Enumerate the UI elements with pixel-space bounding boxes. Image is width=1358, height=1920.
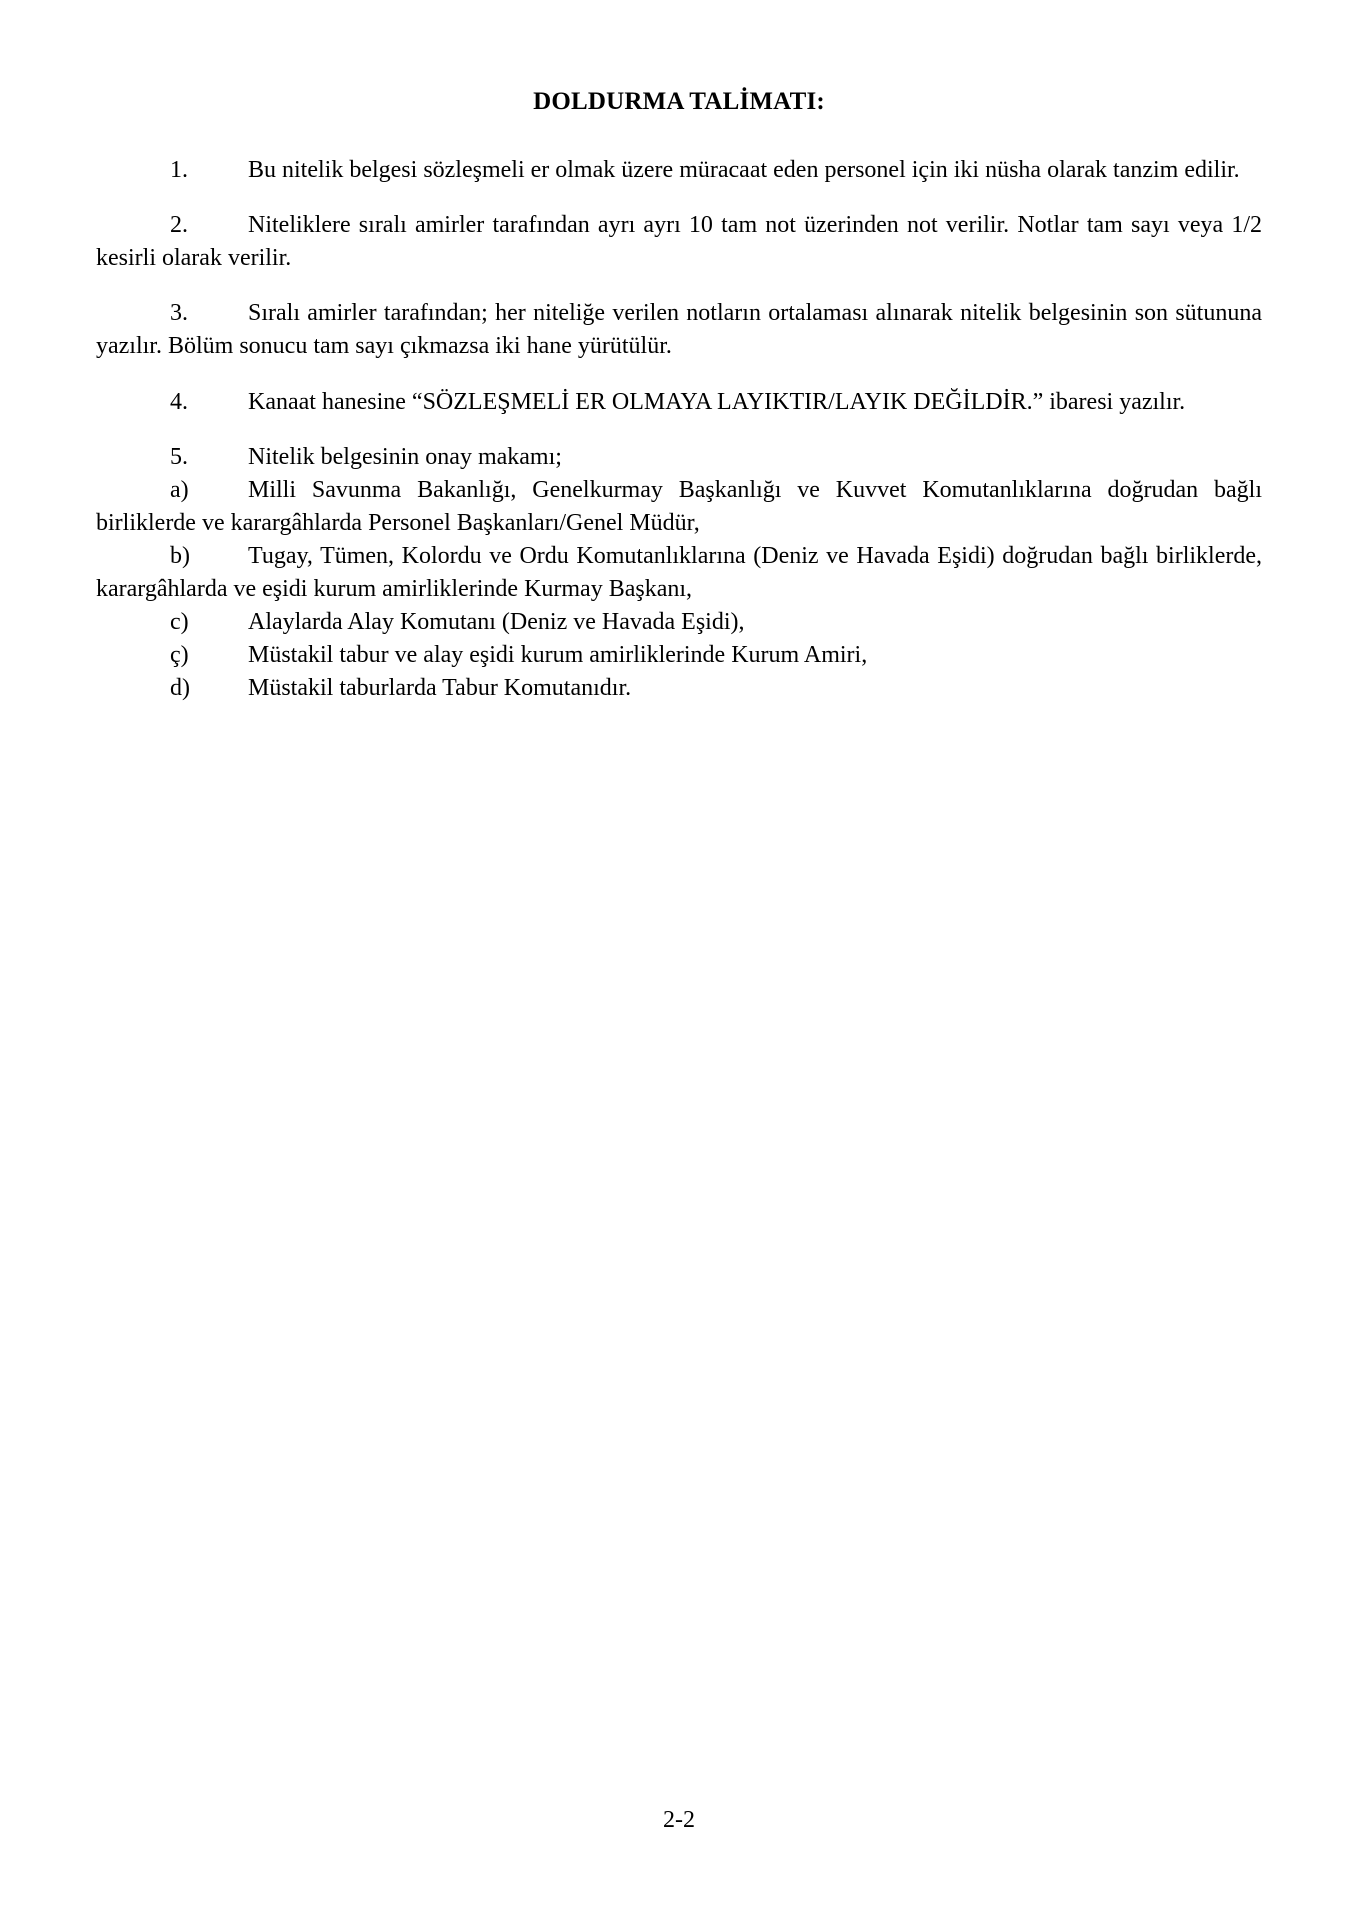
- list-item: [96, 639, 1262, 672]
- paragraph-marker: 4.: [170, 388, 188, 415]
- paragraph-text: Sıralı amirler tarafından; her niteliğe verilen notların ortalaması alınarak nitelik belgesinin son sütununa yazılır. Bölüm sonucu tam sayı çıkmazsa iki hane yürütülür.: [96, 300, 1262, 360]
- page-title: DOLDURMA TALİMATI:: [533, 88, 825, 115]
- paragraph-marker: 2.: [170, 212, 188, 239]
- list-item: [96, 672, 1262, 705]
- list-item-text: Alaylarda Alay Komutanı (Deniz ve Havada Eşidi),: [248, 609, 745, 636]
- approval-heading-line: [96, 441, 1262, 474]
- approval-section: [96, 441, 1262, 706]
- list-item-text: Milli Savunma Bakanlığı, Genelkurmay Başkanlığı ve Kuvvet Komutanlıklarına doğrudan bağlı birliklerde ve karargâhlarda Personel Başkanları/Genel Müdür,: [96, 476, 1262, 536]
- list-item-marker: d): [170, 675, 190, 702]
- list-item: [96, 606, 1262, 639]
- list-item-text: Müstakil taburlarda Tabur Komutanıdır.: [248, 675, 632, 702]
- page-number: 2-2: [663, 1807, 695, 1833]
- numbered-paragraph-1: [96, 154, 1262, 187]
- approval-marker: 5.: [170, 443, 188, 470]
- list-item: [96, 540, 1262, 606]
- paragraph-text: Bu nitelik belgesi sözleşmeli er olmak üzere müracaat eden personel için iki nüsha olarak tanzim edilir.: [248, 157, 1240, 183]
- list-item-text: Tugay, Tümen, Kolordu ve Ordu Komutanlıklarına (Deniz ve Havada Eşidi) doğrudan bağlı birliklerde, karargâhlarda ve eşidi kurum amirliklerinde Kurmay Başkanı,: [96, 542, 1262, 603]
- paragraph-marker: 1.: [170, 157, 188, 183]
- list-item-text: Müstakil tabur ve alay eşidi kurum amirliklerinde Kurum Amiri,: [248, 642, 868, 669]
- list-item-marker: c): [170, 609, 189, 636]
- numbered-paragraph-2: [96, 209, 1262, 275]
- numbered-paragraph-4: [96, 386, 1262, 419]
- paragraph-marker: 3.: [170, 300, 188, 327]
- approval-heading-text: Nitelik belgesinin onay makamı;: [248, 443, 562, 470]
- numbered-paragraph-3: [96, 297, 1262, 363]
- list-item: [96, 474, 1262, 540]
- list-item-marker: ç): [170, 642, 189, 669]
- paragraph-text: Kanaat hanesine “SÖZLEŞMELİ ER OLMAYA LAYIKTIR/LAYIK DEĞİLDİR.” ibaresi yazılır.: [248, 388, 1186, 415]
- paragraph-text: Niteliklere sıralı amirler tarafından ayrı ayrı 10 tam not üzerinden not verilir. Notlar tam sayı veya 1/2 kesirli olarak verilir.: [96, 212, 1262, 272]
- list-item-marker: a): [170, 476, 189, 503]
- list-item-marker: b): [170, 542, 190, 569]
